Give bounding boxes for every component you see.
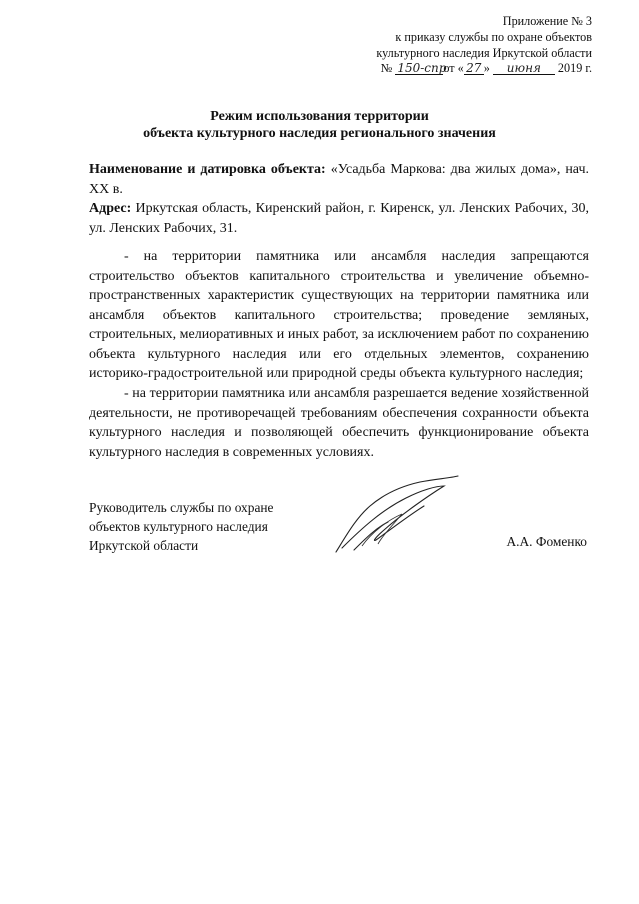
signatory-position: [89, 498, 329, 555]
object-name-value: «Усадьба Маркова: два жилых дома», нач. XX в.: [89, 162, 590, 197]
title-line-1: Режим использования территории: [210, 109, 429, 124]
object-name-paragraph: [89, 160, 589, 199]
signatory-line-1: Руководитель службы по охране: [89, 500, 274, 515]
address-paragraph: [89, 199, 589, 238]
appendix-block: [352, 14, 592, 77]
document-title: [0, 108, 639, 142]
signatory-line-2: объектов культурного наследия: [89, 519, 268, 534]
handwritten-day: 27: [464, 62, 484, 75]
handwritten-order-number: 150-спр: [397, 61, 447, 76]
date-quote: »: [483, 61, 490, 76]
handwritten-month: июня: [493, 62, 555, 75]
appendix-order-ref: к приказу службы по охране объектов: [395, 29, 592, 44]
address-value: Иркутская область, Киренский район, г. Киренск, ул. Ленских Рабочих, 30, ул. Ленских Рабочих, 31.: [89, 201, 589, 236]
title-line-2: объекта культурного наследия регионального значения: [143, 126, 496, 141]
appendix-order-number-line: [352, 61, 592, 77]
number-sign: №: [380, 61, 393, 76]
object-name-label: Наименование и датировка объекта:: [89, 162, 326, 177]
order-year: 2019 г.: [557, 61, 592, 76]
appendix-agency: культурного наследия Иркутской области: [376, 45, 592, 60]
rule-paragraph-1: - на территории памятника или ансамбля наследия запрещаются строительство объектов капитального строительства и увеличение объемно-пространственных характеристик существующих на территории памятника или ансамбля объектов капитального строительства; проведение земляных, строительных, мелиоративных и иных работ, за исключением работ по сохранению объекта культурного наследия или его отдельных элементов, сохранению историко-градостроительной или природной среды объекта культурного наследия;: [89, 249, 589, 381]
address-label: Адрес:: [89, 201, 132, 216]
date-from-label: от «: [443, 61, 464, 76]
signatory-line-3: Иркутской области: [89, 538, 199, 553]
appendix-title: Приложение № 3: [502, 14, 592, 28]
handwritten-signature-icon: [332, 470, 462, 560]
rule-paragraph-2: - на территории памятника или ансамбля разрешается ведение хозяйственной деятельности, не противоречащей требованиям обеспечения сохранности объекта культурного наследия и позволяющей обеспечить функционирование объекта культурного наследия в современных условиях.: [89, 386, 589, 460]
signatory-name: А.А. Фоменко: [506, 534, 587, 549]
